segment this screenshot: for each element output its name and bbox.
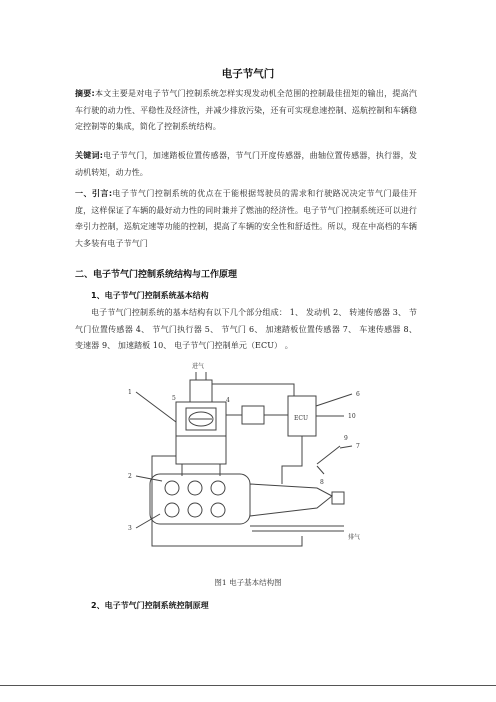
engine-block [150, 474, 250, 524]
exhaust-label: 排气 [348, 534, 361, 541]
abstract-label: 摘要: [75, 89, 95, 98]
figure-caption: 图1 电子基本结构图 [214, 578, 282, 587]
keywords-text: 电子节气门，加速踏板位置传感器，节气门开度传感器，曲轴位置传感器，执行器，发动机转矩，动力性。 [75, 151, 418, 177]
intake-pipe [190, 380, 212, 402]
section-2-heading: 二、电子节气门控制系统结构与工作原理 [75, 270, 238, 280]
intro-text: 电子节气门控制系统的优点在于能根据驾驶员的需求和行驶路况决定节气门最佳开度，这样保证了车辆的最好动力性的同时兼并了燃油的经济性。电子节气门控制系统还可以进行牵引力控制，巡航定速等功能的控制，提高了车辆的安全性和舒适性。所以，现在中高档的车辆大多装有电子节气门 [75, 189, 417, 248]
structure-paragraph: 电子节气门控制系统的基本结构有以下几个部分组成： 1、 发动机 2、 转速传感器 3、 节气门位置传感器 4、 节气门执行器 5、 节气门 6、 加速踏板位置传感器 7、 车速传感器 8、 变速器 9、 加速踏板 10、 电子节气门控制单元（ECU） 。 [75, 308, 417, 351]
abstract-paragraph [75, 86, 417, 136]
intro-paragraph [75, 186, 417, 252]
throttle-actuator [242, 406, 264, 424]
callout-9: 9 [344, 435, 348, 442]
callout-1: 1 [128, 389, 132, 396]
document-title: 电子节气门 [221, 68, 275, 80]
callout-4: 4 [226, 397, 230, 404]
callout-5: 5 [172, 395, 176, 402]
callout-7: 7 [356, 443, 360, 450]
page-bottom-rule [0, 685, 496, 686]
keywords-label: 关键词: [75, 151, 104, 160]
subsection-1-heading: 1、电子节气门控制系统基本结构 [91, 291, 209, 300]
intro-label: 一、引言: [75, 189, 113, 198]
subsection-2-heading: 2、电子节气门控制系统控制原理 [91, 601, 209, 610]
intake-label: 进气 [192, 363, 205, 370]
callout-6: 6 [356, 391, 360, 398]
throttle-system-diagram [112, 336, 374, 566]
transmission [250, 484, 332, 516]
ecu-label: ECU [294, 415, 309, 422]
callout-8: 8 [320, 479, 324, 486]
callout-10: 10 [348, 413, 356, 420]
accelerator-pedal [317, 446, 340, 464]
callout-2: 2 [128, 473, 132, 480]
abstract-text: 本文主要是对电子节气门控制系统怎样实现发动机全范围的控制最佳扭矩的输出，提高汽车行驶的动力性、平稳性及经济性，并减少排放污染，还有可实现怠速控制、巡航控制和车辆稳定控制等的集成，简化了控制系统结构。 [75, 89, 417, 132]
callout-3: 3 [128, 525, 132, 532]
keywords-paragraph [75, 148, 417, 181]
